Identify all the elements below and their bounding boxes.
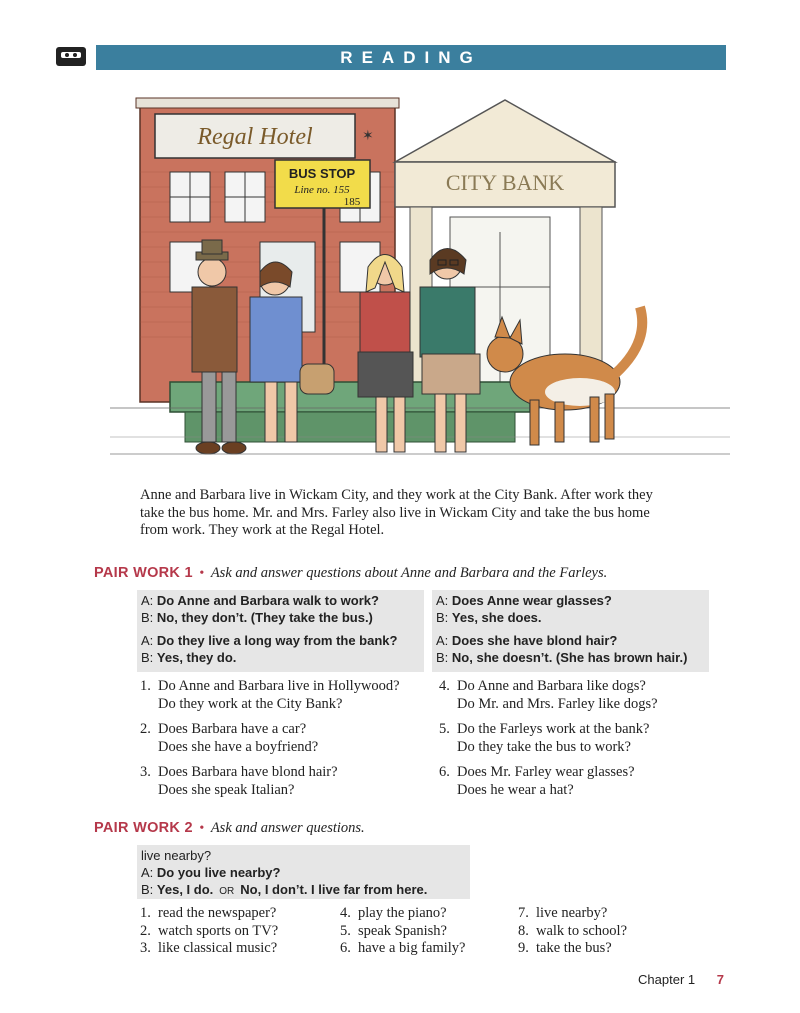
pair-work-2-title: PAIR WORK 2 — [94, 820, 193, 836]
example-line: B: Yes, they do. — [141, 650, 237, 665]
pair-work-2-instruction: Ask and answer questions. — [210, 820, 365, 836]
reading-paragraph: Anne and Barbara live in Wickam City, and they work at the City Bank. After work they take the bus home. Mr. and Mrs. Farley also live in Wickam City and take the bus home from work. They work at the Regal Hotel. — [140, 487, 653, 538]
pair-work-2-column-2 — [340, 905, 515, 958]
page-footer — [638, 972, 724, 987]
pair-work-1-title: PAIR WORK 1 — [94, 565, 193, 581]
pair-work-1-instruction: Ask and answer questions about Anne and Barbara and the Farleys. — [210, 565, 608, 581]
pair-work-2-column-3 — [518, 905, 678, 958]
chapter-label: Chapter 1 — [638, 972, 696, 987]
pair-work-2-column-1 — [140, 905, 330, 958]
list-item: 6. have a big family? — [340, 940, 466, 956]
street-illustration — [110, 92, 730, 476]
pair-work-1-heading — [94, 565, 607, 582]
page-number: 7 — [716, 972, 724, 987]
svg-text:✶: ✶ — [362, 129, 374, 144]
bus-stop-line2: 185 — [343, 196, 361, 208]
pair-work-2-heading — [94, 820, 365, 837]
list-item: 3. Does Barbara have blond hair? Does she speak Italian? — [140, 764, 338, 798]
example-line: B: Yes, I do. OR No, I don’t. I live far from here. — [141, 882, 428, 897]
example-line: B: No, they don’t. (They take the bus.) — [141, 610, 373, 625]
section-banner: READING — [96, 45, 726, 70]
list-item: 2. watch sports on TV? — [140, 922, 279, 939]
list-item: 2. Does Barbara have a car? Does she have a boyfriend? — [140, 721, 319, 755]
list-item: 9. take the bus? — [518, 940, 612, 956]
bank-sign-text: CITY BANK — [445, 170, 565, 195]
bus-stop-title: BUS STOP — [288, 166, 356, 181]
list-item: 5. Do the Farleys work at the bank? Do they take the bus to work? — [439, 721, 650, 755]
bus-stop-line: Line no. 155 — [294, 184, 350, 196]
example-cue: live nearby? — [141, 848, 212, 863]
list-item: 8. walk to school? — [518, 922, 628, 939]
example-line: B: Yes, she does. — [436, 610, 542, 625]
list-item: 7. live nearby? — [518, 905, 608, 921]
example-line: A: Do you live nearby? — [141, 865, 281, 880]
example-line: B: No, she doesn’t. (She has brown hair.) — [436, 650, 688, 665]
example-line: A: Do they live a long way from the bank? — [141, 633, 398, 648]
example-box-right — [432, 590, 709, 672]
list-item: 1. read the newspaper? — [140, 905, 277, 921]
question-list-left — [140, 678, 435, 807]
bullet-icon: • — [199, 566, 205, 581]
example-box-left — [137, 590, 424, 672]
list-item: 1. Do Anne and Barbara live in Hollywood? Do they work at the City Bank? — [140, 678, 400, 712]
question-list-right — [439, 678, 729, 807]
bullet-icon: • — [199, 821, 205, 836]
example-box-pair-work-2 — [137, 845, 470, 899]
example-line: A: Does she have blond hair? — [436, 633, 618, 648]
list-item: 4. play the piano? — [340, 905, 447, 921]
list-item: 5. speak Spanish? — [340, 922, 447, 939]
list-item: 6. Does Mr. Farley wear glasses? Does he wear a hat? — [439, 764, 635, 798]
cassette-icon — [56, 47, 86, 66]
example-line: A: Does Anne wear glasses? — [436, 593, 612, 608]
list-item: 3. like classical music? — [140, 940, 278, 956]
hotel-sign-text: Regal Hotel — [197, 124, 313, 150]
list-item: 4. Do Anne and Barbara like dogs? Do Mr. and Mrs. Farley like dogs? — [439, 678, 658, 712]
example-line: A: Do Anne and Barbara walk to work? — [141, 593, 379, 608]
